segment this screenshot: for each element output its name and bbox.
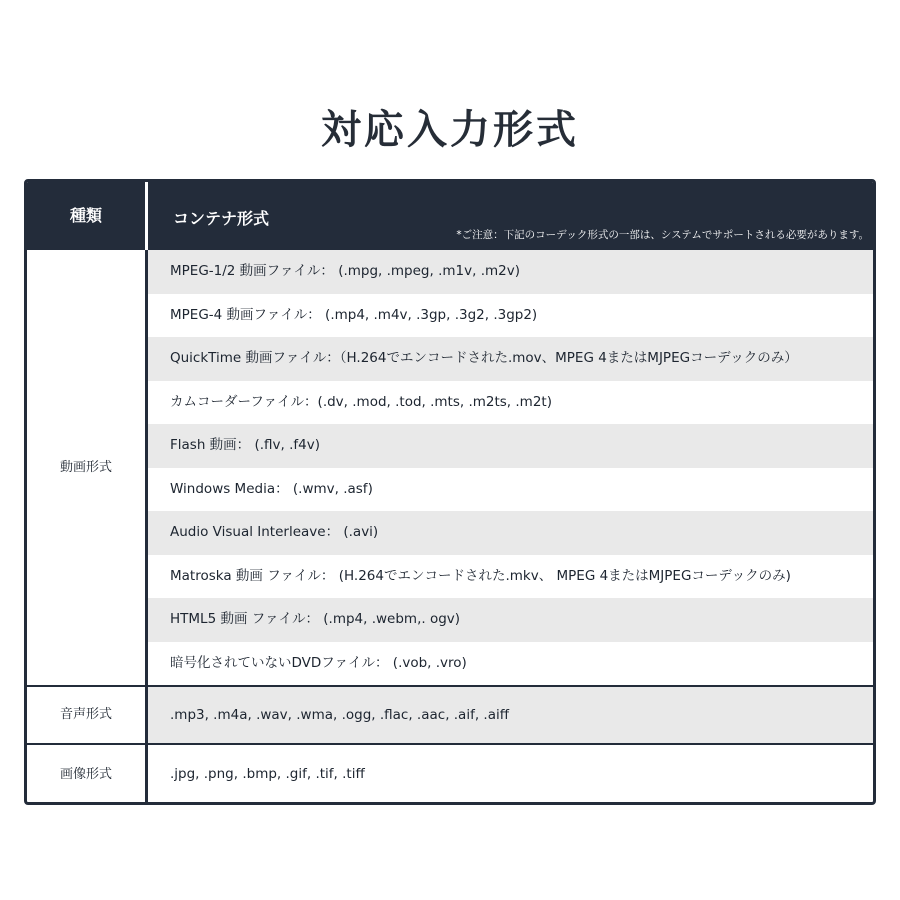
table-header xyxy=(27,182,873,250)
header-divider xyxy=(145,182,148,250)
table-row: QuickTime 動画ファイル：（H.264でエンコードされた.mov、MPEG 4またはMJPEGコーデックのみ） xyxy=(148,337,873,381)
table-row: MPEG-4 動画ファイル： (.mp4, .m4v, .3gp, .3g2, .3gp2) xyxy=(170,306,538,323)
format-table xyxy=(24,179,876,805)
table-row: .jpg, .png, .bmp, .gif, .tif, .tiff xyxy=(170,766,365,782)
header-note: *ご注意：下記のコーデック形式の一部は、システムでサポートされる必要があります。 xyxy=(456,229,869,241)
table-row: Flash 動画： (.flv, .f4v) xyxy=(148,424,873,468)
table-row: Windows Media： (.wmv, .asf) xyxy=(170,480,373,497)
table-row: MPEG-1/2 動画ファイル： (.mpg, .mpeg, .m1v, .m2v) xyxy=(148,250,873,294)
header-format: コンテナ形式 xyxy=(173,209,270,228)
category-label: 動画形式 xyxy=(59,460,112,475)
table-row: HTML5 動画 ファイル： (.mp4, .webm,. ogv) xyxy=(148,598,873,642)
table-row: .mp3, .m4a, .wav, .wma, .ogg, .flac, .aac, .aif, .aiff xyxy=(148,687,873,743)
table-row: Matroska 動画 ファイル： (H.264でエンコードされた.mkv、 MPEG 4またはMJPEGコーデックのみ) xyxy=(170,567,791,584)
header-kind: 種類 xyxy=(69,206,102,225)
table-row: カムコーダーファイル：(.dv, .mod, .tod, .mts, .m2ts, .m2t) xyxy=(170,393,552,410)
table-row: 暗号化されていないDVDファイル： (.vob, .vro) xyxy=(170,654,467,671)
table-row: Audio Visual Interleave： (.avi) xyxy=(148,511,873,555)
category-label: 画像形式 xyxy=(59,767,112,782)
page-title: 対応入力形式 xyxy=(321,107,579,153)
category-label: 音声形式 xyxy=(59,707,112,722)
